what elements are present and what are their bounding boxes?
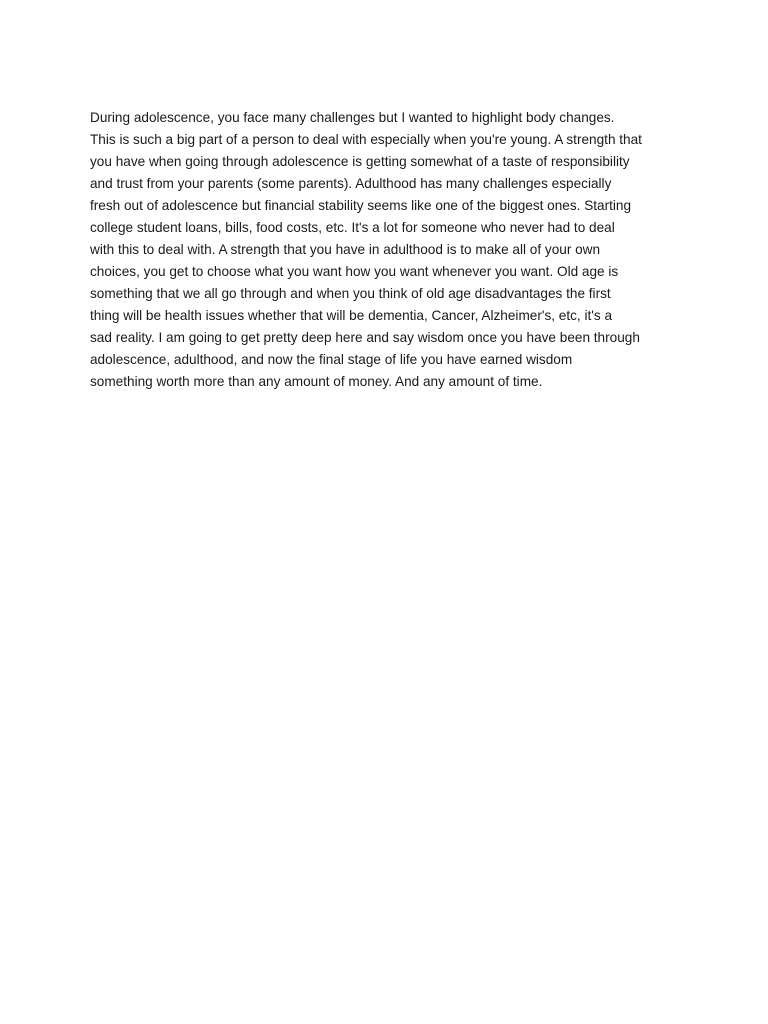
paragraph-line: This is such a big part of a person to deal with especially when you're young. A strength that [90, 132, 642, 147]
paragraph-line: adolescence, adulthood, and now the final stage of life you have earned wisdom [90, 352, 573, 367]
paragraph-line: college student loans, bills, food costs, etc. It's a lot for someone who never had to deal [90, 220, 615, 235]
paragraph-line: sad reality. I am going to get pretty deep here and say wisdom once you have been through [90, 330, 640, 345]
paragraph-line: something worth more than any amount of money. And any amount of time. [90, 374, 543, 389]
paragraph-line: and trust from your parents (some parents). Adulthood has many challenges especially [90, 176, 612, 191]
paragraph-line: with this to deal with. A strength that you have in adulthood is to make all of your own [90, 242, 601, 257]
paragraph-line: something that we all go through and when you think of old age disadvantages the first [90, 286, 611, 301]
paragraph-line: thing will be health issues whether that will be dementia, Cancer, Alzheimer's, etc, it's a [90, 308, 613, 323]
paragraph-line: choices, you get to choose what you want how you want whenever you want. Old age is [90, 264, 619, 279]
paragraph-line: fresh out of adolescence but financial stability seems like one of the biggest ones. Starting [90, 198, 632, 213]
paragraph-line: During adolescence, you face many challenges but I wanted to highlight body changes. [90, 110, 615, 125]
body-paragraph [90, 107, 682, 393]
paragraph-line: you have when going through adolescence is getting somewhat of a taste of responsibility [90, 154, 630, 169]
